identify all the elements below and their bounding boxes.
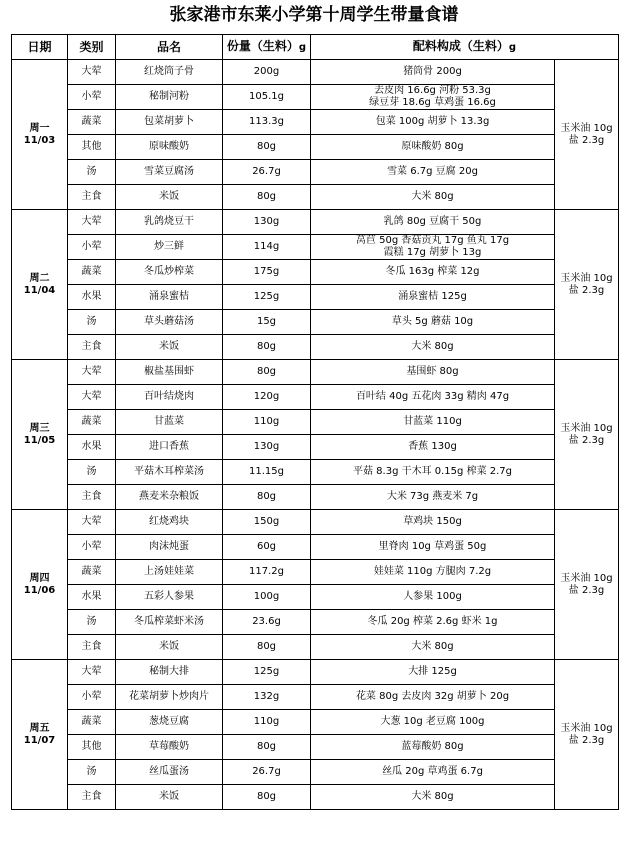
weight-cell: 80g [223, 360, 311, 385]
dish-name-cell: 米饭 [116, 185, 223, 210]
ingredients-line: 香蕉 130g [408, 441, 457, 452]
ingredients-line: 冬瓜 20g 榨菜 2.6g 虾米 1g [367, 616, 498, 627]
category-cell: 水果 [68, 435, 116, 460]
day-date: 11/04 [23, 284, 56, 296]
dish-name-cell: 雪菜豆腐汤 [116, 160, 223, 185]
day-name: 周四 [29, 572, 50, 584]
oil-salt-cell [555, 660, 619, 810]
header-ingredients [311, 35, 619, 60]
ingredients-cell [311, 560, 555, 585]
day-date: 11/07 [23, 734, 56, 746]
category-cell: 蔬菜 [68, 560, 116, 585]
weight-cell: 11.15g [223, 460, 311, 485]
ingredients-line: 甘蓝菜 110g [403, 416, 462, 427]
header-weight [223, 35, 311, 60]
day-date: 11/03 [23, 134, 56, 146]
ingredients-line: 绿豆芽 18.6g 草鸡蛋 16.6g [369, 97, 496, 108]
table-row [12, 710, 619, 735]
day-name: 周二 [29, 272, 50, 284]
dish-name-cell: 乳鸽烧豆干 [116, 210, 223, 235]
category-cell: 大荤 [68, 360, 116, 385]
ingredients-cell [311, 210, 555, 235]
ingredients-cell [311, 260, 555, 285]
ingredients-line: 大米 80g [411, 791, 454, 802]
ingredients-cell [311, 435, 555, 460]
dish-name-cell: 米饭 [116, 785, 223, 810]
category-cell: 小荤 [68, 85, 116, 110]
weight-cell: 100g [223, 585, 311, 610]
dish-name-cell: 米饭 [116, 335, 223, 360]
ingredients-cell [311, 285, 555, 310]
ingredients-cell [311, 135, 555, 160]
table-row [12, 635, 619, 660]
category-cell: 主食 [68, 335, 116, 360]
day-name: 周一 [29, 122, 50, 134]
ingredients-line: 基围虾 80g [406, 366, 459, 377]
dish-name-cell: 进口香蕉 [116, 435, 223, 460]
dish-name-cell: 冬瓜炒榨菜 [116, 260, 223, 285]
weight-cell: 117.2g [223, 560, 311, 585]
ingredients-line: 去皮肉 16.6g 河粉 53.3g [374, 85, 491, 96]
table-row [12, 410, 619, 435]
weight-cell: 120g [223, 385, 311, 410]
header-dish: 品名 [116, 35, 223, 60]
category-cell: 小荤 [68, 535, 116, 560]
weight-cell: 26.7g [223, 760, 311, 785]
table-row [12, 785, 619, 810]
category-cell: 汤 [68, 160, 116, 185]
header-row [12, 35, 619, 60]
ingredients-line: 蓝莓酸奶 80g [401, 741, 464, 752]
ingredients-cell [311, 735, 555, 760]
weight-cell: 80g [223, 635, 311, 660]
dish-name-cell: 甘蓝菜 [116, 410, 223, 435]
ingredients-cell [311, 610, 555, 635]
table-row [12, 285, 619, 310]
header-weight-label: 份量（生料） [226, 39, 299, 53]
table-row [12, 210, 619, 235]
dish-name-cell: 花菜胡萝卜炒肉片 [116, 685, 223, 710]
category-cell: 水果 [68, 585, 116, 610]
table-row [12, 660, 619, 685]
category-cell: 汤 [68, 760, 116, 785]
ingredients-cell [311, 760, 555, 785]
category-cell: 蔬菜 [68, 260, 116, 285]
ingredients-line: 大米 73g 燕麦米 7g [386, 491, 479, 502]
dish-name-cell: 炒三鲜 [116, 235, 223, 260]
dish-name-cell: 燕麦米杂粮饭 [116, 485, 223, 510]
table-row [12, 735, 619, 760]
ingredients-cell [311, 535, 555, 560]
ingredients-cell [311, 85, 555, 110]
oil-amount: 玉米油 10g [560, 572, 613, 584]
weight-cell: 105.1g [223, 85, 311, 110]
ingredients-line: 娃娃菜 110g 方腿肉 7.2g [373, 566, 492, 577]
ingredients-line: 花菜 80g 去皮肉 32g 胡萝卜 20g [355, 691, 510, 702]
category-cell: 汤 [68, 610, 116, 635]
table-row [12, 385, 619, 410]
category-cell: 大荤 [68, 385, 116, 410]
ingredients-line: 涌泉蜜桔 125g [398, 291, 467, 302]
weight-cell: 113.3g [223, 110, 311, 135]
dish-name-cell: 草莓酸奶 [116, 735, 223, 760]
category-cell: 主食 [68, 485, 116, 510]
day-name: 周三 [29, 422, 50, 434]
ingredients-cell [311, 660, 555, 685]
ingredients-cell [311, 385, 555, 410]
table-row [12, 535, 619, 560]
ingredients-line: 霞糕 17g 胡萝卜 13g [383, 247, 482, 258]
table-row [12, 485, 619, 510]
salt-amount: 盐 2.3g [568, 134, 605, 146]
dish-name-cell: 椒盐基围虾 [116, 360, 223, 385]
ingredients-line: 大葱 10g 老豆腐 100g [380, 716, 485, 727]
dish-name-cell: 草头蘑菇汤 [116, 310, 223, 335]
category-cell: 蔬菜 [68, 410, 116, 435]
weight-cell: 80g [223, 185, 311, 210]
table-row [12, 260, 619, 285]
table-row [12, 760, 619, 785]
ingredients-cell [311, 785, 555, 810]
ingredients-line: 百叶结 40g 五花肉 33g 精肉 47g [355, 391, 510, 402]
ingredients-line: 大米 80g [411, 191, 454, 202]
category-cell: 大荤 [68, 60, 116, 85]
dish-name-cell: 上汤娃娃菜 [116, 560, 223, 585]
oil-amount: 玉米油 10g [560, 122, 613, 134]
oil-amount: 玉米油 10g [560, 272, 613, 284]
weight-cell: 80g [223, 485, 311, 510]
oil-amount: 玉米油 10g [560, 722, 613, 734]
weight-cell: 130g [223, 210, 311, 235]
category-cell: 其他 [68, 735, 116, 760]
day-cell [12, 360, 68, 510]
category-cell: 汤 [68, 310, 116, 335]
weight-cell: 125g [223, 285, 311, 310]
table-row [12, 310, 619, 335]
ingredients-line: 里脊肉 10g 草鸡蛋 50g [378, 541, 487, 552]
ingredients-cell [311, 510, 555, 535]
oil-salt-cell [555, 210, 619, 360]
ingredients-cell [311, 110, 555, 135]
category-cell: 大荤 [68, 210, 116, 235]
ingredients-line: 猪筒骨 200g [403, 66, 462, 77]
weight-cell: 80g [223, 335, 311, 360]
header-weight-unit: g [298, 42, 307, 53]
weight-cell: 26.7g [223, 160, 311, 185]
category-cell: 主食 [68, 785, 116, 810]
category-cell: 小荤 [68, 685, 116, 710]
table-row [12, 360, 619, 385]
dish-name-cell: 秘制大排 [116, 660, 223, 685]
category-cell: 主食 [68, 635, 116, 660]
ingredients-line: 莴苣 50g 香菇贡丸 17g 鱼丸 17g [355, 235, 510, 246]
ingredients-cell [311, 585, 555, 610]
ingredients-line: 包菜 100g 胡萝卜 13.3g [375, 116, 490, 127]
day-cell [12, 60, 68, 210]
weight-cell: 15g [223, 310, 311, 335]
ingredients-line: 大米 80g [411, 641, 454, 652]
table-row [12, 235, 619, 260]
dish-name-cell: 米饭 [116, 635, 223, 660]
table-row [12, 160, 619, 185]
weight-cell: 130g [223, 435, 311, 460]
weight-cell: 175g [223, 260, 311, 285]
ingredients-cell [311, 235, 555, 260]
table-row [12, 585, 619, 610]
page-title: 张家港市东莱小学第十周学生带量食谱 [169, 5, 459, 25]
ingredients-cell [311, 460, 555, 485]
ingredients-cell [311, 60, 555, 85]
day-date: 11/05 [23, 434, 56, 446]
table-row [12, 460, 619, 485]
weight-cell: 125g [223, 660, 311, 685]
ingredients-cell [311, 485, 555, 510]
table-row [12, 85, 619, 110]
ingredients-line: 平菇 8.3g 干木耳 0.15g 榨菜 2.7g [352, 466, 512, 477]
weight-cell: 80g [223, 735, 311, 760]
dish-name-cell: 葱烧豆腐 [116, 710, 223, 735]
day-date: 11/06 [23, 584, 56, 596]
dish-name-cell: 原味酸奶 [116, 135, 223, 160]
weight-cell: 114g [223, 235, 311, 260]
ingredients-cell [311, 410, 555, 435]
salt-amount: 盐 2.3g [568, 734, 605, 746]
day-cell [12, 660, 68, 810]
oil-amount: 玉米油 10g [560, 422, 613, 434]
table-row [12, 560, 619, 585]
oil-salt-cell [555, 510, 619, 660]
menu-table [11, 34, 619, 810]
table-row [12, 110, 619, 135]
dish-name-cell: 平菇木耳榨菜汤 [116, 460, 223, 485]
day-cell [12, 210, 68, 360]
weight-cell: 110g [223, 410, 311, 435]
oil-salt-cell [555, 60, 619, 210]
ingredients-cell [311, 710, 555, 735]
weight-cell: 150g [223, 510, 311, 535]
table-row [12, 685, 619, 710]
menu-body [12, 60, 619, 810]
oil-salt-cell [555, 360, 619, 510]
category-cell: 汤 [68, 460, 116, 485]
ingredients-cell [311, 160, 555, 185]
weight-cell: 60g [223, 535, 311, 560]
ingredients-cell [311, 335, 555, 360]
ingredients-line: 人参果 100g [403, 591, 462, 602]
table-row [12, 435, 619, 460]
header-date: 日期 [12, 35, 68, 60]
ingredients-line: 雪菜 6.7g 豆腐 20g [387, 166, 478, 177]
ingredients-cell [311, 635, 555, 660]
dish-name-cell: 五彩人参果 [116, 585, 223, 610]
day-cell [12, 510, 68, 660]
category-cell: 水果 [68, 285, 116, 310]
table-row [12, 510, 619, 535]
weight-cell: 80g [223, 135, 311, 160]
ingredients-line: 草头 5g 蘑菇 10g [391, 316, 474, 327]
day-name: 周五 [29, 722, 50, 734]
ingredients-line: 大排 125g [408, 666, 457, 677]
table-row [12, 60, 619, 85]
table-row [12, 335, 619, 360]
weight-cell: 110g [223, 710, 311, 735]
dish-name-cell: 百叶结烧肉 [116, 385, 223, 410]
table-row [12, 135, 619, 160]
salt-amount: 盐 2.3g [568, 584, 605, 596]
header-ingredients-unit: g [508, 42, 517, 53]
ingredients-cell [311, 310, 555, 335]
table-row [12, 610, 619, 635]
ingredients-line: 草鸡块 150g [403, 516, 462, 527]
dish-name-cell: 丝瓜蛋汤 [116, 760, 223, 785]
category-cell: 蔬菜 [68, 710, 116, 735]
category-cell: 其他 [68, 135, 116, 160]
category-cell: 主食 [68, 185, 116, 210]
weight-cell: 132g [223, 685, 311, 710]
dish-name-cell: 涌泉蜜桔 [116, 285, 223, 310]
weight-cell: 23.6g [223, 610, 311, 635]
ingredients-line: 丝瓜 20g 草鸡蛋 6.7g [382, 766, 483, 777]
dish-name-cell: 肉沫炖蛋 [116, 535, 223, 560]
weight-cell: 80g [223, 785, 311, 810]
ingredients-cell [311, 185, 555, 210]
category-cell: 大荤 [68, 510, 116, 535]
dish-name-cell: 秘制河粉 [116, 85, 223, 110]
ingredients-line: 大米 80g [411, 341, 454, 352]
category-cell: 大荤 [68, 660, 116, 685]
ingredients-cell [311, 360, 555, 385]
salt-amount: 盐 2.3g [568, 284, 605, 296]
salt-amount: 盐 2.3g [568, 434, 605, 446]
dish-name-cell: 红烧筒子骨 [116, 60, 223, 85]
dish-name-cell: 红烧鸡块 [116, 510, 223, 535]
ingredients-cell [311, 685, 555, 710]
ingredients-line: 乳鸽 80g 豆腐干 50g [383, 216, 482, 227]
header-ingredients-label: 配料构成（生料） [412, 39, 509, 53]
category-cell: 小荤 [68, 235, 116, 260]
category-cell: 蔬菜 [68, 110, 116, 135]
weight-cell: 200g [223, 60, 311, 85]
table-row [12, 185, 619, 210]
dish-name-cell: 包菜胡萝卜 [116, 110, 223, 135]
header-category: 类别 [68, 35, 116, 60]
dish-name-cell: 冬瓜榨菜虾米汤 [116, 610, 223, 635]
ingredients-line: 冬瓜 163g 榨菜 12g [385, 266, 480, 277]
ingredients-line: 原味酸奶 80g [401, 141, 464, 152]
